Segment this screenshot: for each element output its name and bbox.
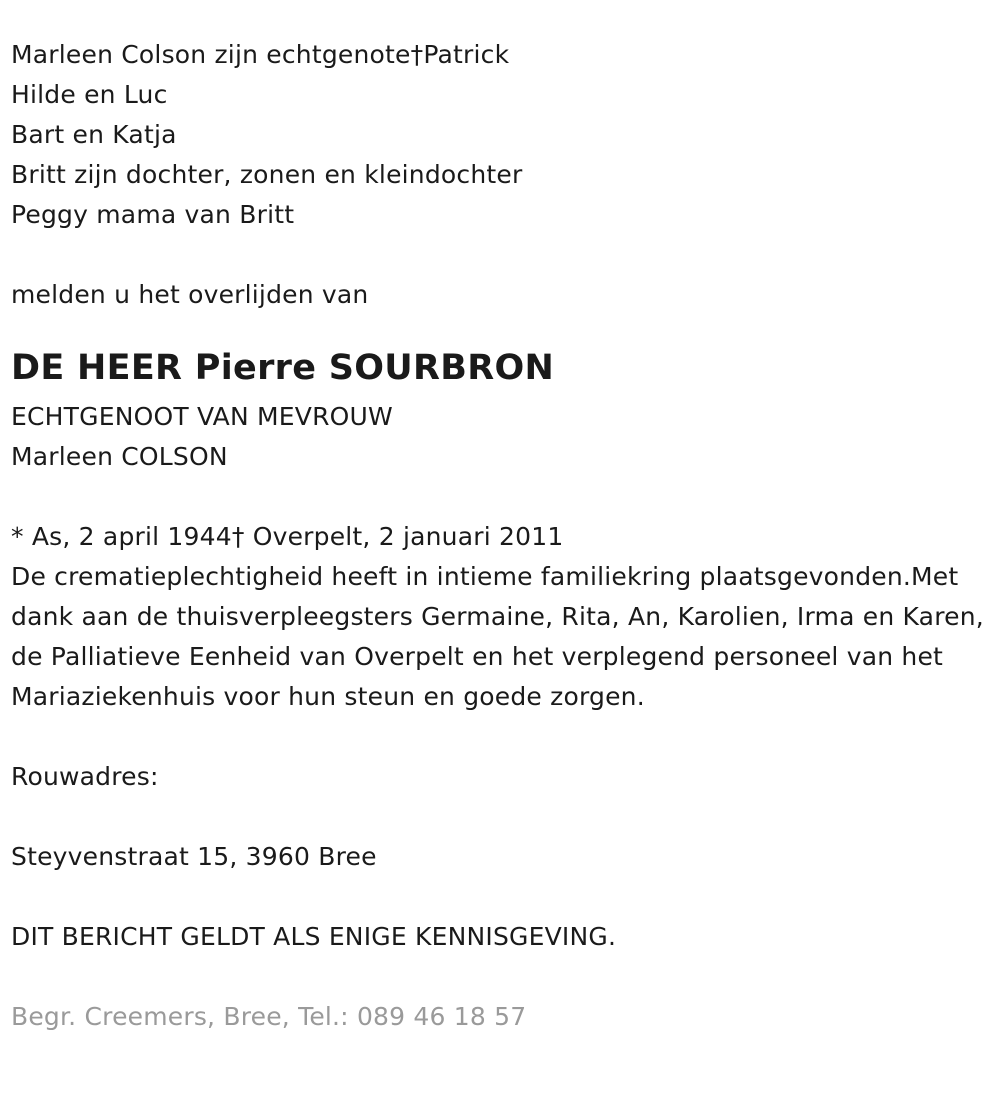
message-paragraph: De crematieplechtigheid heeft in intieme familiekring plaatsgevonden.Met dank aan de thuisverpleegsters Germaine, Rita, An, Karolien, Irma en Karen, de Palliatieve Eenheid van Overpelt en het verplegend personeel van het Mariaziekenhuis voor hun steun en goede zorgen. [11, 562, 984, 711]
address-value: Steyvenstraat 15, 3960 Bree [11, 842, 377, 871]
spacer [11, 477, 986, 517]
spacer [11, 235, 986, 275]
birth-death-dates: * As, 2 april 1944† Overpelt, 2 januari 2011 [11, 522, 564, 551]
spacer [11, 797, 986, 837]
family-line-2: Hilde en Luc [11, 80, 168, 109]
notice-text: DIT BERICHT GELDT ALS ENIGE KENNISGEVING. [11, 922, 617, 951]
funeral-home-footer: Begr. Creemers, Bree, Tel.: 089 46 18 57 [11, 1002, 527, 1031]
spacer [11, 315, 986, 337]
announcement-text: melden u het overlijden van [11, 280, 369, 309]
spouse-title: ECHTGENOOT VAN MEVROUW [11, 402, 393, 431]
spacer [11, 717, 986, 757]
address-label: Rouwadres: [11, 762, 159, 791]
spacer [11, 957, 986, 997]
family-line-4: Britt zijn dochter, zonen en kleindochter [11, 160, 523, 189]
family-line-5: Peggy mama van Britt [11, 200, 295, 229]
family-line-3: Bart en Katja [11, 120, 177, 149]
spouse-name: Marleen COLSON [11, 442, 228, 471]
obituary-notice [11, 35, 986, 1037]
spacer [11, 877, 986, 917]
deceased-name: DE HEER Pierre SOURBRON [11, 348, 555, 388]
family-line-1: Marleen Colson zijn echtgenote†Patrick [11, 40, 510, 69]
